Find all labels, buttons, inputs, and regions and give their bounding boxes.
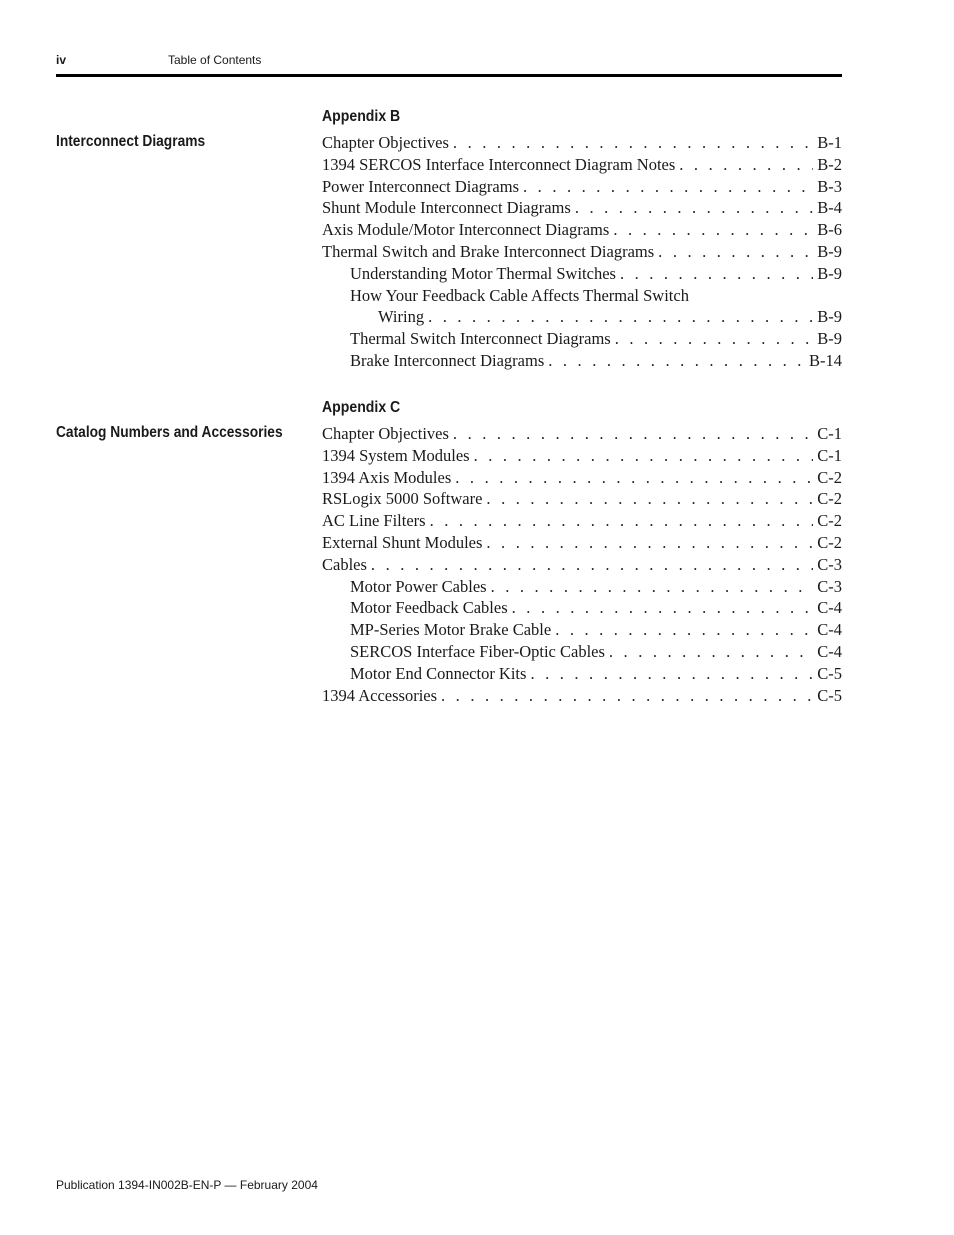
toc-entry-page: C-2 (817, 532, 842, 552)
dot-leader (491, 577, 814, 597)
toc-entry[interactable] (322, 424, 842, 446)
dot-leader (430, 511, 814, 531)
toc-entry-text: Understanding Motor Thermal Switches (350, 263, 616, 283)
toc-entry-text: How Your Feedback Cable Affects Thermal Switch (350, 285, 689, 305)
toc-subentry[interactable] (322, 351, 842, 373)
dot-leader (615, 329, 814, 349)
toc-entry-text: 1394 SERCOS Interface Interconnect Diagram Notes (322, 154, 676, 174)
toc-subentry[interactable] (322, 598, 842, 620)
dot-leader (679, 155, 813, 175)
toc-entry-page: C-5 (817, 685, 842, 705)
toc-entry-text: 1394 Accessories (322, 685, 438, 705)
toc-subentry[interactable] (322, 664, 842, 686)
toc-entry-page: B-9 (817, 241, 842, 261)
toc-entry-page: C-4 (817, 620, 842, 640)
toc-subentry[interactable] (322, 577, 842, 599)
dot-leader (555, 620, 813, 640)
dot-leader (512, 598, 814, 618)
dot-leader (658, 242, 813, 262)
toc-entry-page: B-2 (817, 154, 842, 174)
toc-entry-page: B-14 (809, 350, 842, 370)
toc-entry-page: B-3 (817, 176, 842, 196)
toc-entry-text: AC Line Filters (322, 511, 426, 531)
toc-entry-page: C-4 (817, 641, 842, 661)
toc-entry-page: C-3 (817, 576, 842, 596)
toc-entry[interactable] (322, 133, 842, 155)
toc-subentry[interactable] (322, 620, 842, 642)
toc-subentry[interactable] (322, 329, 842, 351)
dot-leader (474, 446, 814, 466)
toc-entry-page: B-9 (817, 263, 842, 283)
toc-entry-page: C-2 (817, 511, 842, 531)
toc-entry-text: Cables (322, 554, 367, 574)
toc-entry-text: 1394 Axis Modules (322, 467, 452, 487)
toc-entry[interactable] (322, 555, 842, 577)
toc-entry-page: C-2 (817, 467, 842, 487)
toc-subentry[interactable] (322, 286, 842, 308)
toc-entry-text: Thermal Switch and Brake Interconnect Diagrams (322, 241, 655, 261)
toc-entry-text: Power Interconnect Diagrams (322, 176, 520, 196)
toc-entry-text: External Shunt Modules (322, 532, 483, 552)
appendix-c-section-title: Catalog Numbers and Accessories (56, 424, 283, 441)
toc-entry-text: MP-Series Motor Brake Cable (350, 620, 552, 640)
toc-entry[interactable] (322, 155, 842, 177)
dot-leader (455, 468, 813, 488)
toc-entry-page: B-9 (817, 329, 842, 349)
appendix-c-toc (322, 424, 842, 707)
toc-entry-text: Chapter Objectives (322, 424, 449, 443)
toc-subentry-continuation[interactable] (322, 307, 842, 329)
toc-entry-text: Axis Module/Motor Interconnect Diagrams (322, 220, 610, 240)
toc-subentry[interactable] (322, 264, 842, 286)
toc-entry[interactable] (322, 468, 842, 490)
appendix-b-section-title: Interconnect Diagrams (56, 133, 206, 150)
toc-entry[interactable] (322, 686, 842, 708)
page-number: iv (56, 53, 67, 67)
toc-entry-text: Shunt Module Interconnect Diagrams (322, 198, 571, 218)
toc-entry[interactable] (322, 533, 842, 555)
toc-entry-text: Motor Feedback Cables (350, 598, 508, 618)
toc-subentry[interactable] (322, 642, 842, 664)
dot-leader (453, 424, 813, 444)
dot-leader (486, 489, 813, 509)
toc-entry-text: Brake Interconnect Diagrams (350, 350, 545, 370)
appendix-b-toc (322, 133, 842, 373)
toc-entry-page: B-9 (817, 307, 842, 327)
toc-entry-text: SERCOS Interface Fiber-Optic Cables (350, 641, 605, 661)
toc-entry-text: Chapter Objectives (322, 133, 449, 152)
toc-entry[interactable] (322, 242, 842, 264)
toc-entry[interactable] (322, 177, 842, 199)
toc-entry[interactable] (322, 220, 842, 242)
dot-leader (428, 307, 813, 327)
dot-leader (486, 533, 813, 553)
toc-entry[interactable] (322, 198, 842, 220)
toc-entry[interactable] (322, 446, 842, 468)
toc-entry[interactable] (322, 511, 842, 533)
appendix-c-label: Appendix C (322, 399, 401, 416)
toc-entry-page: B-1 (817, 133, 842, 152)
dot-leader (609, 642, 813, 662)
running-header-title: Table of Contents (168, 53, 262, 67)
dot-leader (453, 133, 813, 153)
publication-footer: Publication 1394-IN002B-EN-P — February 2004 (56, 1178, 318, 1192)
toc-entry-page: C-4 (817, 598, 842, 618)
appendix-b-label: Appendix B (322, 108, 401, 125)
toc-entry-page: C-3 (817, 554, 842, 574)
header-rule (56, 74, 842, 77)
toc-entry-text: Motor End Connector Kits (350, 663, 527, 683)
dot-leader (441, 686, 813, 706)
dot-leader (371, 555, 813, 575)
toc-entry-page: C-1 (817, 445, 842, 465)
dot-leader (548, 351, 805, 371)
toc-entry-page: C-5 (817, 663, 842, 683)
toc-entry-text: 1394 System Modules (322, 445, 470, 465)
toc-entry[interactable] (322, 489, 842, 511)
dot-leader (613, 220, 813, 240)
dot-leader (523, 177, 813, 197)
dot-leader (575, 198, 813, 218)
toc-entry-text: Motor Power Cables (350, 576, 487, 596)
toc-entry-text: Wiring (378, 307, 425, 327)
toc-entry-text: RSLogix 5000 Software (322, 489, 483, 509)
toc-entry-page: B-6 (817, 220, 842, 240)
toc-entry-page: C-1 (817, 424, 842, 443)
dot-leader (530, 664, 813, 684)
toc-entry-page: B-4 (817, 198, 842, 218)
toc-entry-text: Thermal Switch Interconnect Diagrams (350, 329, 611, 349)
toc-entry-page: C-2 (817, 489, 842, 509)
dot-leader (620, 264, 813, 284)
